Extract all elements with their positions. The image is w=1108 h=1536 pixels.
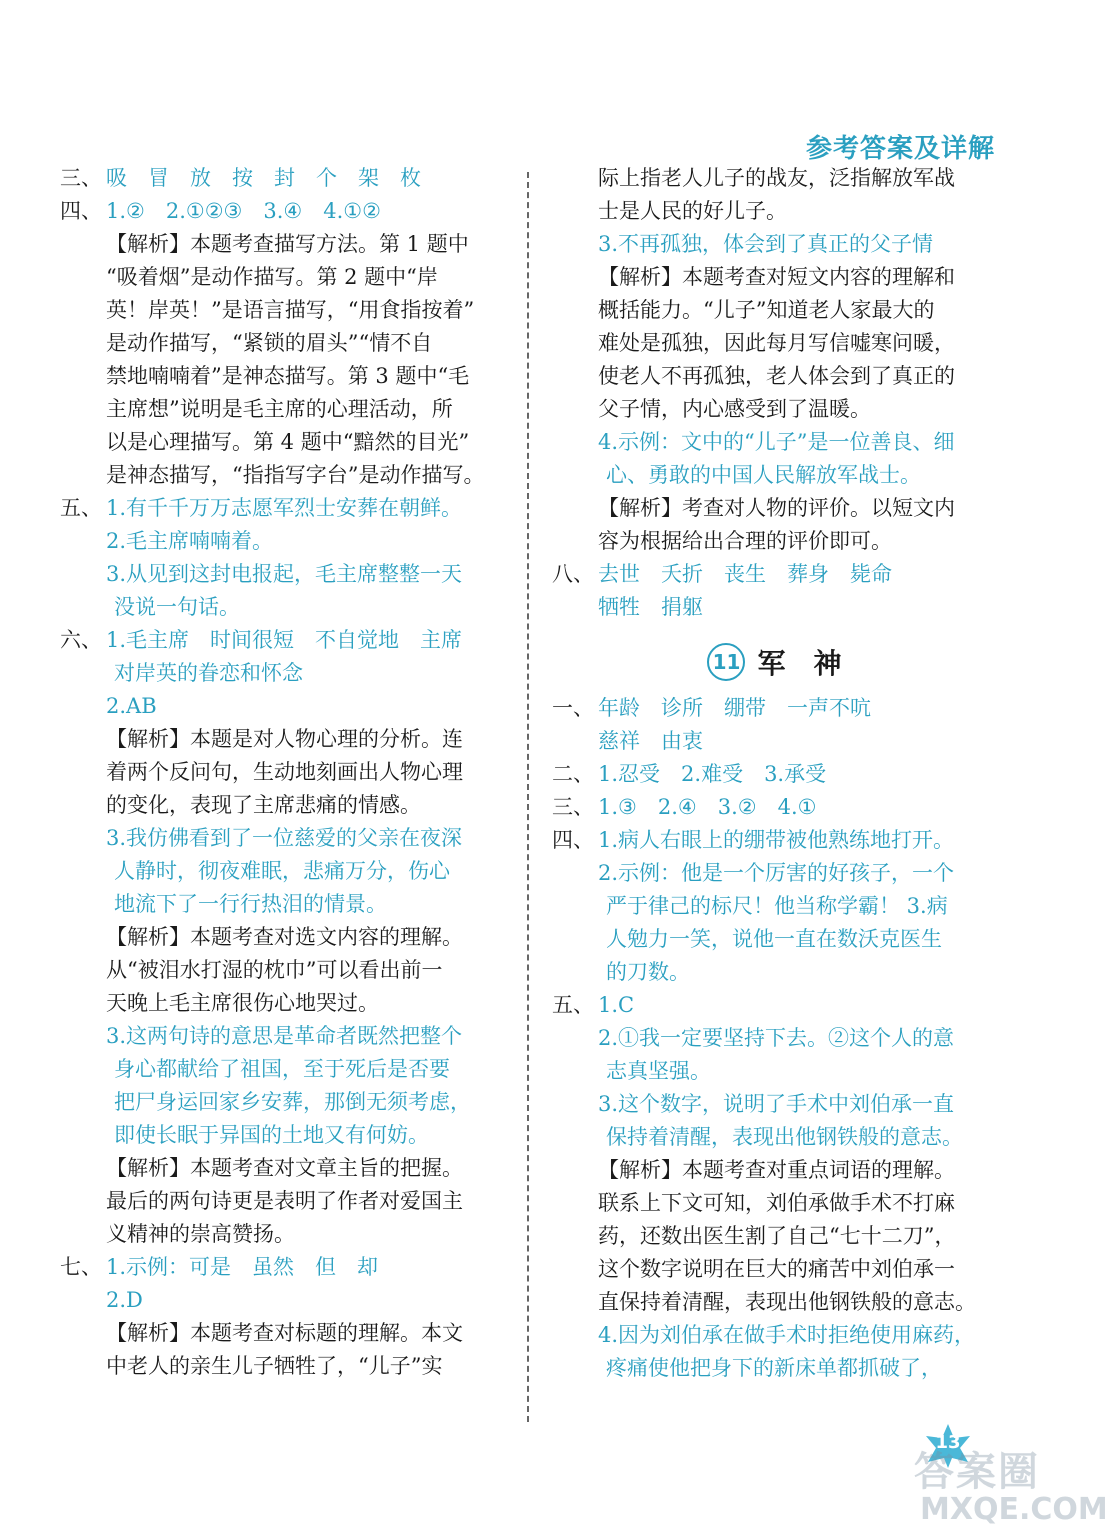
section-marker: 八、 <box>552 562 594 586</box>
answer-line <box>552 692 997 725</box>
answer-line <box>552 591 997 624</box>
answer-line <box>60 987 510 1020</box>
answer-line <box>552 195 997 228</box>
answer-line <box>60 1284 510 1317</box>
answer-line <box>60 294 510 327</box>
analysis-text: 从“被泪水打湿的枕巾”可以看出前一 <box>106 958 443 982</box>
answer-line <box>552 294 997 327</box>
answer-line <box>552 1253 997 1286</box>
analysis-text: 联系上下文可知，刘伯承做手术不打麻 <box>598 1191 955 1215</box>
analysis-text: 是神态描写，“指指写字台”是动作描写。 <box>106 463 485 487</box>
answer-text: 1.示例：可是 虽然 但 却 <box>106 1255 379 1279</box>
answer-text: 1.有千千万万志愿军烈士安葬在朝鲜。 <box>106 496 463 520</box>
answer-line <box>60 1053 510 1086</box>
answer-text: 即使长眠于异国的土地又有何妨。 <box>114 1123 429 1147</box>
answer-text: 人勉力一笑，说他一直在数沃克医生 <box>606 927 942 951</box>
answer-text: 的刀数。 <box>606 960 690 984</box>
answer-line <box>552 989 997 1022</box>
answer-text: 1.忍受 2.难受 3.承受 <box>598 762 827 786</box>
analysis-text: 【解析】本题是对人物心理的分析。连 <box>106 727 463 751</box>
answer-line <box>552 956 997 989</box>
analysis-text: 【解析】本题考查对短文内容的理解和 <box>598 265 955 289</box>
analysis-text: 难处是孤独，因此每月写信嘘寒问暖， <box>598 331 955 355</box>
page-header-title: 参考答案及详解 <box>805 134 995 164</box>
answer-line <box>60 558 510 591</box>
analysis-text: 最后的两句诗更是表明了作者对爱国主 <box>106 1189 463 1213</box>
answer-line <box>60 393 510 426</box>
answer-text: 2.AB <box>106 694 157 718</box>
analysis-text: 【解析】本题考查对标题的理解。本文 <box>106 1321 463 1345</box>
answer-line <box>552 1319 997 1352</box>
analysis-text: 际上指老人儿子的战友，泛指解放军战 <box>598 166 955 190</box>
answer-text: 4.示例：文中的“儿子”是一位善良、细 <box>598 430 955 454</box>
analysis-text: 【解析】考查对人物的评价。以短文内 <box>598 496 955 520</box>
answer-line <box>552 1121 997 1154</box>
analysis-text: 的变化，表现了主席悲痛的情感。 <box>106 793 421 817</box>
analysis-text: 【解析】本题考查对选文内容的理解。 <box>106 925 463 949</box>
analysis-text: 容为根据给出合理的评价即可。 <box>598 529 892 553</box>
answer-text: 1.病人右眼上的绷带被他熟练地打开。 <box>598 828 955 852</box>
section-marker: 六、 <box>60 628 102 652</box>
analysis-text: 【解析】本题考查描写方法。第 1 题中 <box>106 232 469 256</box>
section-marker: 三、 <box>60 166 102 190</box>
answer-line <box>552 261 997 294</box>
analysis-text: “吸着烟”是动作描写。第 2 题中“岸 <box>106 265 438 289</box>
answer-line <box>60 756 510 789</box>
answer-text: 严于律己的标尺！他当称学霸！ 3.病 <box>606 894 948 918</box>
analysis-text: 概括能力。“儿子”知道老人家最大的 <box>598 298 935 322</box>
answer-line <box>60 1218 510 1251</box>
answer-line <box>552 725 997 758</box>
answer-line <box>552 1220 997 1253</box>
answer-text: 年龄 诊所 绷带 一声不吭 <box>598 696 871 720</box>
answer-text: 人静时，彻夜难眠，悲痛万分，伤心 <box>114 859 450 883</box>
answer-line <box>60 1350 510 1383</box>
answer-text: 吸 冒 放 按 封 个 架 枚 <box>106 166 421 190</box>
answer-text: 3.不再孤独，体会到了真正的父子情 <box>598 232 934 256</box>
answer-line <box>60 822 510 855</box>
answer-line <box>552 426 997 459</box>
answer-text: 2.示例：他是一个厉害的好孩子，一个 <box>598 861 955 885</box>
answer-text: 牺牲 捐躯 <box>598 595 703 619</box>
answer-line <box>60 492 510 525</box>
section-marker: 五、 <box>552 993 594 1017</box>
analysis-text: 【解析】本题考查对文章主旨的把握。 <box>106 1156 463 1180</box>
left-column <box>60 162 510 1383</box>
answer-text: 把尸身运回家乡安葬，那倒无须考虑， <box>114 1090 471 1114</box>
section-marker: 五、 <box>60 496 102 520</box>
answer-line <box>60 162 510 195</box>
answer-line <box>552 1352 997 1385</box>
section-marker: 四、 <box>552 828 594 852</box>
answer-line <box>60 1317 510 1350</box>
lesson-title-row <box>552 632 997 692</box>
section-marker: 一、 <box>552 696 594 720</box>
answer-line <box>60 327 510 360</box>
section-marker: 三、 <box>552 795 594 819</box>
watermark-text-top: 答案圈 <box>914 1449 1040 1495</box>
right-top-block <box>552 162 997 624</box>
answer-text: 没说一句话。 <box>114 595 240 619</box>
analysis-text: 以是心理描写。第 4 题中“黯然的目光” <box>106 430 470 454</box>
answer-line <box>60 1086 510 1119</box>
answer-line <box>552 162 997 195</box>
answer-text: 3.这个数字，说明了手术中刘伯承一直 <box>598 1092 955 1116</box>
answer-text: 心、勇敢的中国人民解放军战士。 <box>606 463 921 487</box>
answer-text: 慈祥 由衷 <box>598 729 703 753</box>
section-marker: 四、 <box>60 199 102 223</box>
answer-line <box>552 1088 997 1121</box>
answer-line <box>552 459 997 492</box>
answer-line <box>552 857 997 890</box>
answer-line <box>60 1251 510 1284</box>
answer-line <box>552 360 997 393</box>
answer-line <box>60 723 510 756</box>
watermark-text-bottom: MXQE.COM <box>920 1492 1108 1527</box>
analysis-text: 是动作描写，“紧锁的眉头”“情不自 <box>106 331 433 355</box>
right-column <box>552 162 997 1385</box>
analysis-text: 英！岸英！”是语言描写，“用食指按着” <box>106 298 475 322</box>
analysis-text: 【解析】本题考查对重点词语的理解。 <box>598 1158 955 1182</box>
answer-text: 2.毛主席喃喃着。 <box>106 529 274 553</box>
answer-line <box>60 1185 510 1218</box>
analysis-text: 这个数字说明在巨大的痛苦中刘伯承一 <box>598 1257 955 1281</box>
answer-line <box>60 657 510 690</box>
analysis-text: 父子情，内心感受到了温暖。 <box>598 397 871 421</box>
analysis-text: 义精神的崇高赞扬。 <box>106 1222 295 1246</box>
answer-line <box>552 1286 997 1319</box>
answer-line <box>60 954 510 987</box>
answer-line <box>60 1152 510 1185</box>
answer-line <box>60 525 510 558</box>
answer-line <box>552 228 997 261</box>
answer-line <box>60 1020 510 1053</box>
analysis-text: 药，还数出医生割了自己“七十二刀”， <box>598 1224 956 1248</box>
analysis-text: 使老人不再孤独，老人体会到了真正的 <box>598 364 955 388</box>
answer-line <box>552 1154 997 1187</box>
answer-line <box>60 195 510 228</box>
answer-line <box>60 228 510 261</box>
answer-text: 3.这两句诗的意思是革命者既然把整个 <box>106 1024 463 1048</box>
section-marker: 二、 <box>552 762 594 786</box>
answer-line <box>60 624 510 657</box>
section-marker: 七、 <box>60 1255 102 1279</box>
answer-text: 2.D <box>106 1288 143 1312</box>
answer-line <box>552 791 997 824</box>
answer-text: 1.C <box>598 993 635 1017</box>
analysis-text: 禁地喃喃着”是神态描写。第 3 题中“毛 <box>106 364 470 388</box>
answer-line <box>60 591 510 624</box>
answer-line <box>552 824 997 857</box>
answer-line <box>552 1022 997 1055</box>
lesson-title: 军 神 <box>757 647 842 680</box>
answer-line <box>60 789 510 822</box>
answer-text: 疼痛使他把身下的新床单都抓破了， <box>606 1356 942 1380</box>
column-divider <box>527 172 529 1422</box>
analysis-text: 主席想”说明是毛主席的心理活动，所 <box>106 397 453 421</box>
answer-line <box>552 1055 997 1088</box>
answer-line <box>60 426 510 459</box>
answer-text: 1.毛主席 时间很短 不自觉地 主席 <box>106 628 463 652</box>
answer-line <box>60 360 510 393</box>
answer-text: 保持着清醒，表现出他钢铁般的意志。 <box>606 1125 963 1149</box>
answer-line <box>552 890 997 923</box>
lesson-number-badge: 11 <box>707 643 745 681</box>
analysis-text: 着两个反问句，生动地刻画出人物心理 <box>106 760 463 784</box>
answer-line <box>552 525 997 558</box>
answer-line <box>552 327 997 360</box>
answer-text: 志真坚强。 <box>606 1059 711 1083</box>
answer-text: 1.③ 2.④ 3.② 4.① <box>598 795 817 819</box>
answer-line <box>552 393 997 426</box>
answer-text: 地流下了一行行热泪的情景。 <box>114 892 387 916</box>
analysis-text: 中老人的亲生儿子牺牲了，“儿子”实 <box>106 1354 443 1378</box>
answer-text: 对岸英的眷恋和怀念 <box>114 661 303 685</box>
answer-line <box>552 558 997 591</box>
answer-line <box>552 758 997 791</box>
page-number: 13 <box>935 1432 961 1453</box>
analysis-text: 直保持着清醒，表现出他钢铁般的意志。 <box>598 1290 976 1314</box>
answer-text: 4.因为刘伯承在做手术时拒绝使用麻药， <box>598 1323 976 1347</box>
site-watermark <box>906 1440 1108 1530</box>
answer-line <box>60 459 510 492</box>
analysis-text: 士是人民的好儿子。 <box>598 199 787 223</box>
answer-line <box>552 923 997 956</box>
answer-line <box>60 855 510 888</box>
answer-text: 3.我仿佛看到了一位慈爱的父亲在夜深 <box>106 826 463 850</box>
answer-text: 2.①我一定要坚持下去。②这个人的意 <box>598 1026 955 1050</box>
answer-line <box>552 1187 997 1220</box>
analysis-text: 天晚上毛主席很伤心地哭过。 <box>106 991 379 1015</box>
answer-line <box>60 1119 510 1152</box>
answer-text: 3.从见到这封电报起，毛主席整整一天 <box>106 562 463 586</box>
answer-text: 身心都献给了祖国，至于死后是否要 <box>114 1057 450 1081</box>
answer-text: 去世 夭折 丧生 葬身 毙命 <box>598 562 892 586</box>
answer-line <box>60 921 510 954</box>
answer-line <box>60 261 510 294</box>
answer-line <box>60 690 510 723</box>
answer-line <box>60 888 510 921</box>
answer-line <box>552 492 997 525</box>
answer-text: 1.② 2.①②③ 3.④ 4.①② <box>106 199 381 223</box>
right-bottom-block <box>552 692 997 1385</box>
